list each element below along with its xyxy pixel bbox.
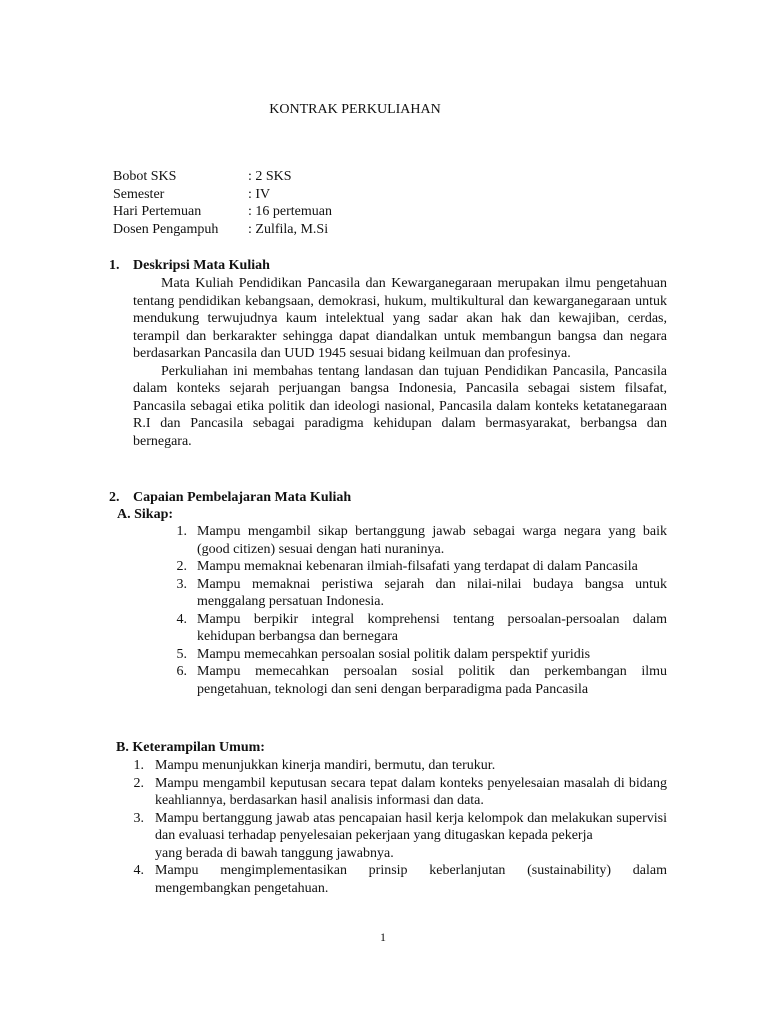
item-text: Mampu mengimplementasikan prinsip keberlanjutan (sustainability) dalam mengembangkan pengetahuan. (155, 863, 667, 896)
item-text: Mampu memecahkan persoalan sosial politik dalam perspektif yuridis (197, 646, 591, 662)
item-number: 3. (176, 576, 187, 592)
list-item (124, 757, 667, 775)
item-number: 5. (176, 646, 187, 662)
list-item (165, 663, 667, 698)
meta-row (113, 168, 332, 186)
course-meta (113, 168, 332, 238)
description-text (133, 275, 667, 450)
page-number: 1 (380, 930, 386, 944)
subheading-sikap: A. Sikap: (117, 507, 174, 522)
meta-label: Semester (113, 186, 165, 202)
item-number: 1. (176, 524, 187, 539)
item-number: 6. (176, 664, 187, 679)
item-text: Mampu mengambil sikap bertanggung jawab sebagai warga negara yang baik (good citizen) sesuai dengan hati nuraninya. (197, 524, 667, 557)
item-text: Mampu memaknai peristiwa sejarah dan nilai-nilai budaya bangsa untuk menggalang persatuan Indonesia. (197, 576, 667, 609)
meta-value: : Zulfila, M.Si (248, 221, 329, 237)
item-number: 2. (133, 775, 144, 791)
meta-label: Hari Pertemuan (113, 204, 202, 219)
list-item (165, 646, 667, 664)
item-text: Mampu mengambil keputusan secara tepat dalam konteks penyelesaian masalah di bidang keahliannya, berdasarkan hasil analisis informasi dan data. (155, 775, 667, 808)
meta-row (113, 221, 332, 239)
section-heading-capaian (109, 489, 351, 507)
item-text-continuation: yang berada di bawah tanggung jawabnya. (155, 845, 394, 861)
meta-value: : IV (248, 186, 271, 202)
section-title: Capaian Pembelajaran Mata Kuliah (133, 490, 352, 505)
item-text-line: Mampu bertanggung jawab atas pencapaian hasil kerja kelompok dan melakukan supervisi dan evaluasi terhadap penyelesaian pekerjaan yang ditugaskan kepada pekerja (155, 810, 667, 843)
document-title: KONTRAK PERKULIAHAN (269, 102, 441, 117)
paragraph: Perkuliahan ini membahas tentang landasan dan tujuan Pendidikan Pancasila, Pancasila dalam konteks sejarah perjuangan bangsa Indonesia, Pancasila sebagai sistem filsafat, Pancasila sebagai etika politik dan ideologi nasional, Pancasila dalam konteks ketatanegaraan R.I dan Pancasila sebagai paradigma kehidupan dalam bermasyarakat, berbangsa dan bernegara. (133, 363, 667, 449)
section-title: Deskripsi Mata Kuliah (133, 258, 270, 273)
list-item (124, 810, 667, 863)
sikap-list (165, 523, 667, 698)
paragraph: Mata Kuliah Pendidikan Pancasila dan Kewarganegaraan merupakan ilmu pengetahuan tentang pendidikan kebangsaan, demokrasi, hukum, multikultural dan kewarganegaraan untuk mendukung terwujudnya kaum intelektual yang sadar akan hak dan kewajiban, cerdas, terampil dan berkarakter sehingga dapat diandalkan untuk membangun bangsa dan negara berdasarkan Pancasila dan UUD 1945 sesuai bidang keilmuan dan profesinya. (133, 276, 667, 361)
meta-row (113, 203, 332, 221)
subheading-keterampilan-umum: B. Keterampilan Umum: (116, 740, 265, 755)
meta-value: : 2 SKS (248, 169, 292, 184)
item-number: 4. (133, 863, 144, 878)
item-number: 2. (176, 559, 187, 574)
item-text: Mampu menunjukkan kinerja mandiri, bermutu, dan terukur. (155, 758, 496, 773)
item-text: Mampu memecahkan persoalan sosial politik dan perkembangan ilmu pengetahuan, teknologi dan seni dengan berparadigma pada Pancasila (197, 664, 667, 697)
section-number: 1. (109, 258, 120, 273)
item-number: 3. (133, 810, 144, 826)
section-heading-deskripsi (109, 257, 270, 275)
meta-label: Dosen Pengampuh (113, 221, 219, 237)
list-item (165, 611, 667, 646)
item-text: Mampu berpikir integral komprehensi tentang persoalan-persoalan dalam kehidupan berbangsa dan bernegara (197, 611, 667, 644)
item-text (155, 810, 667, 863)
keterampilan-umum-list (124, 757, 667, 897)
list-item (165, 523, 667, 558)
meta-value: : 16 pertemuan (248, 204, 332, 219)
meta-row (113, 186, 332, 204)
section-number: 2. (109, 490, 120, 505)
list-item (165, 558, 667, 576)
list-item (165, 576, 667, 611)
meta-label: Bobot SKS (113, 169, 177, 184)
list-item (124, 862, 667, 897)
list-item (124, 775, 667, 810)
item-number: 4. (176, 611, 187, 627)
item-number: 1. (133, 758, 144, 773)
item-text: Mampu memaknai kebenaran ilmiah-filsafati yang terdapat di dalam Pancasila (197, 559, 638, 574)
